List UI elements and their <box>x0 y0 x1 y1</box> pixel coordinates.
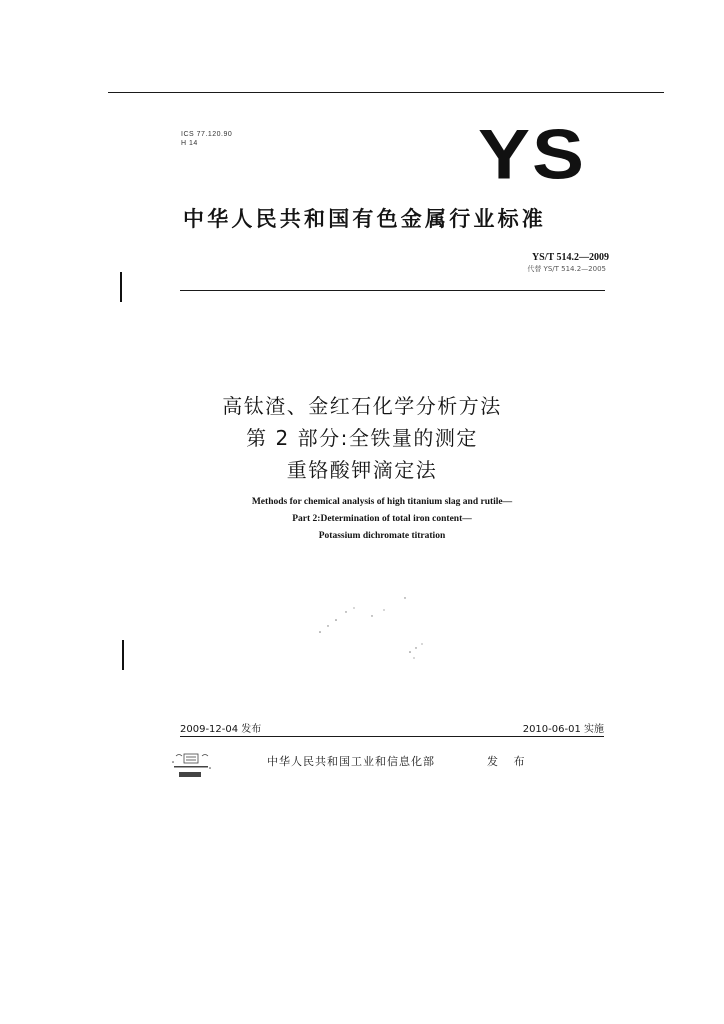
top-rule <box>108 92 664 93</box>
scan-specks <box>310 590 440 670</box>
issuer-seal-icon <box>170 750 214 790</box>
ics-code: ICS 77.120.90 <box>181 131 233 138</box>
title-en-line2: Part 2:Determination of total iron content— <box>292 514 472 524</box>
title-cn-line2: 第 2 部分:全铁量的测定 <box>246 426 478 450</box>
left-margin-mark-bottom <box>122 640 124 670</box>
organization-title: 中华人民共和国有色金属行业标准 <box>183 207 546 231</box>
classification-codes <box>181 130 232 148</box>
class-code: H 14 <box>181 140 198 147</box>
title-en-line1: Methods for chemical analysis of high titanium slag and rutile— <box>251 497 513 507</box>
ys-logo: YS <box>478 114 587 194</box>
issue-word: 发 布 <box>487 755 531 768</box>
left-margin-mark-top <box>120 272 122 302</box>
replaces-note: 代替 YS/T 514.2—2005 <box>527 265 606 273</box>
title-cn-line1: 高钛渣、金红石化学分析方法 <box>222 394 502 418</box>
header-rule <box>180 290 605 291</box>
title-en-line3: Potassium dichromate titration <box>318 531 446 541</box>
issuer-name: 中华人民共和国工业和信息化部 <box>267 755 435 768</box>
title-cn-line3: 重铬酸钾滴定法 <box>286 458 438 482</box>
standard-number: YS/T 514.2—2009 <box>531 252 609 263</box>
footer-rule <box>180 736 604 737</box>
implement-date: 2010-06-01 实施 <box>522 724 604 735</box>
publish-date: 2009-12-04 发布 <box>180 724 262 735</box>
